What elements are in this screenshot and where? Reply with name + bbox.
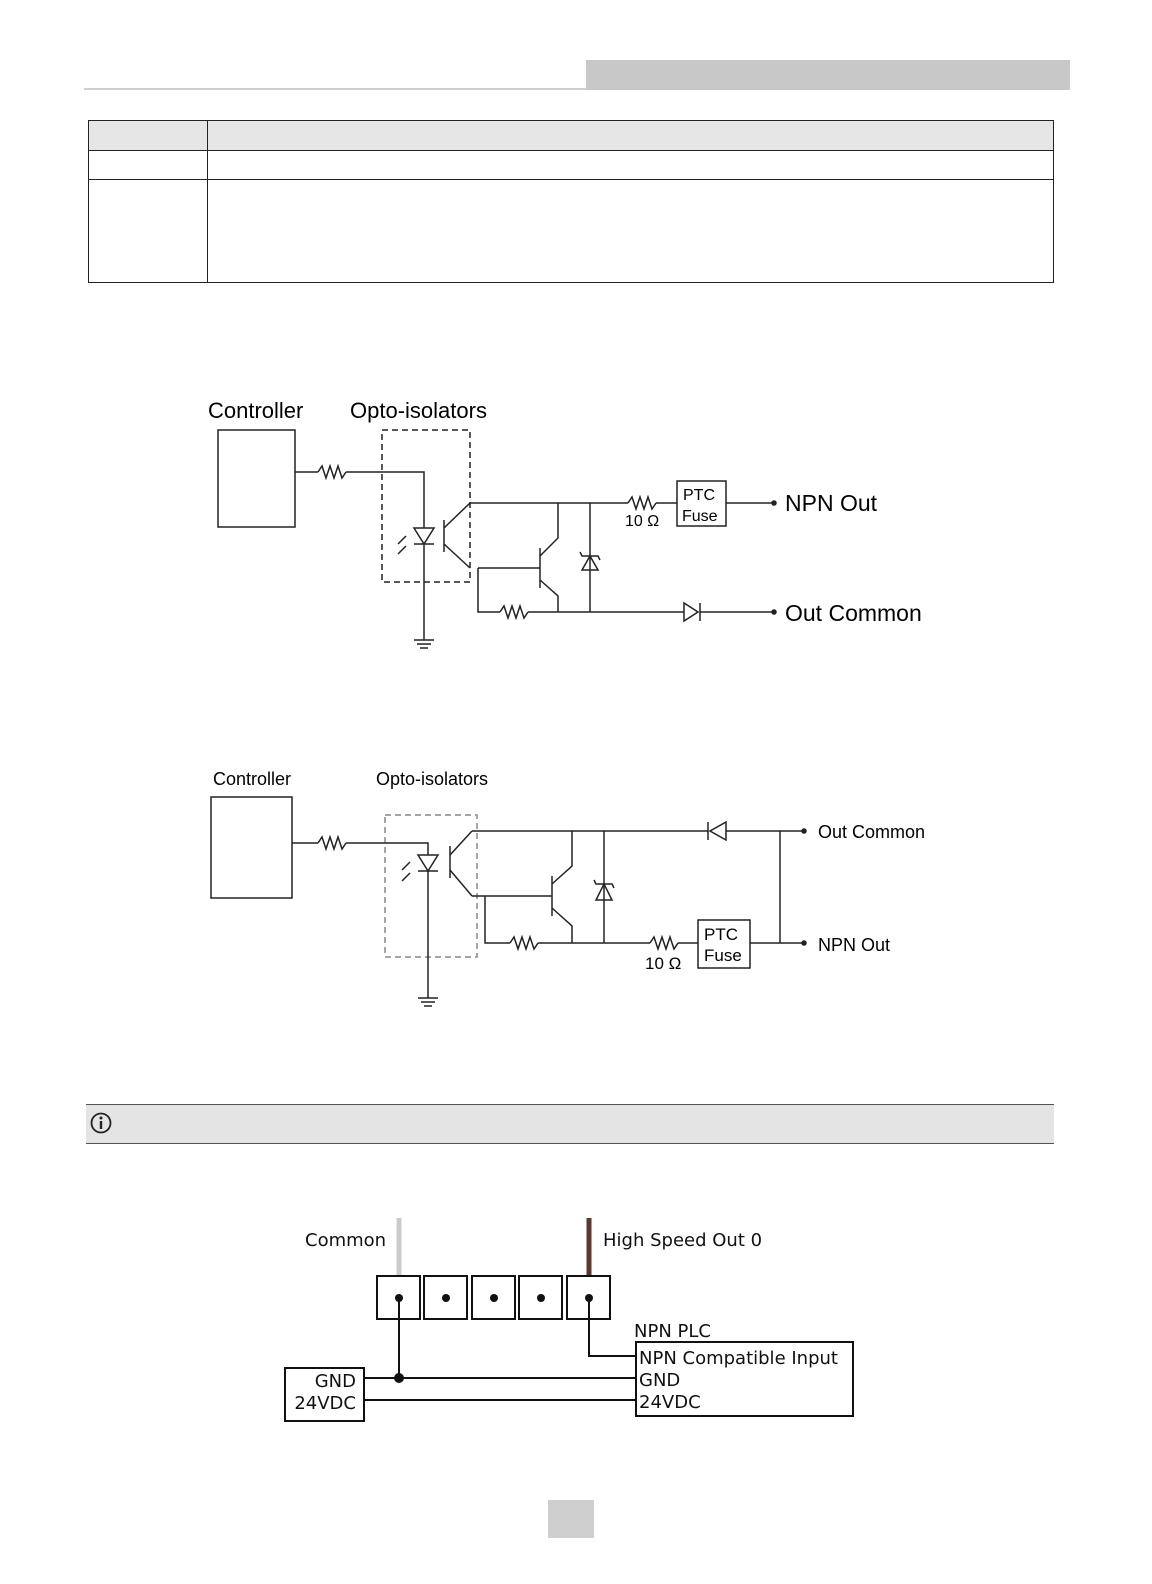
controller-label: Controller (213, 769, 292, 789)
page-number-box (548, 1500, 594, 1538)
npn-out-label: NPN Out (818, 935, 891, 955)
plc-gnd-label: GND (639, 1370, 681, 1391)
out-common-label: Out Common (785, 600, 922, 626)
plc-24vdc-label: 24VDC (639, 1392, 701, 1413)
fuse-label: Fuse (682, 508, 718, 525)
ptc-label: PTC (704, 925, 738, 944)
high-speed-out-label: High Speed Out 0 (603, 1230, 763, 1251)
supply-gnd-label: GND (314, 1371, 356, 1392)
resistor-value-label: 10 Ω (625, 513, 660, 530)
out-common-label: Out Common (818, 822, 926, 842)
plc-input-label: NPN Compatible Input (639, 1348, 838, 1369)
resistor-value-label: 10 Ω (645, 954, 682, 973)
npn-out-label: NPN Out (785, 490, 878, 516)
common-label: Common (305, 1230, 387, 1251)
fuse-label: Fuse (704, 946, 742, 965)
ptc-label: PTC (683, 487, 715, 504)
opto-isolators-label: Opto-isolators (376, 769, 489, 789)
supply-24vdc-label: 24VDC (294, 1393, 356, 1414)
opto-isolators-label: Opto-isolators (350, 398, 487, 423)
plc-title: NPN PLC (634, 1321, 711, 1342)
controller-label: Controller (208, 398, 304, 423)
